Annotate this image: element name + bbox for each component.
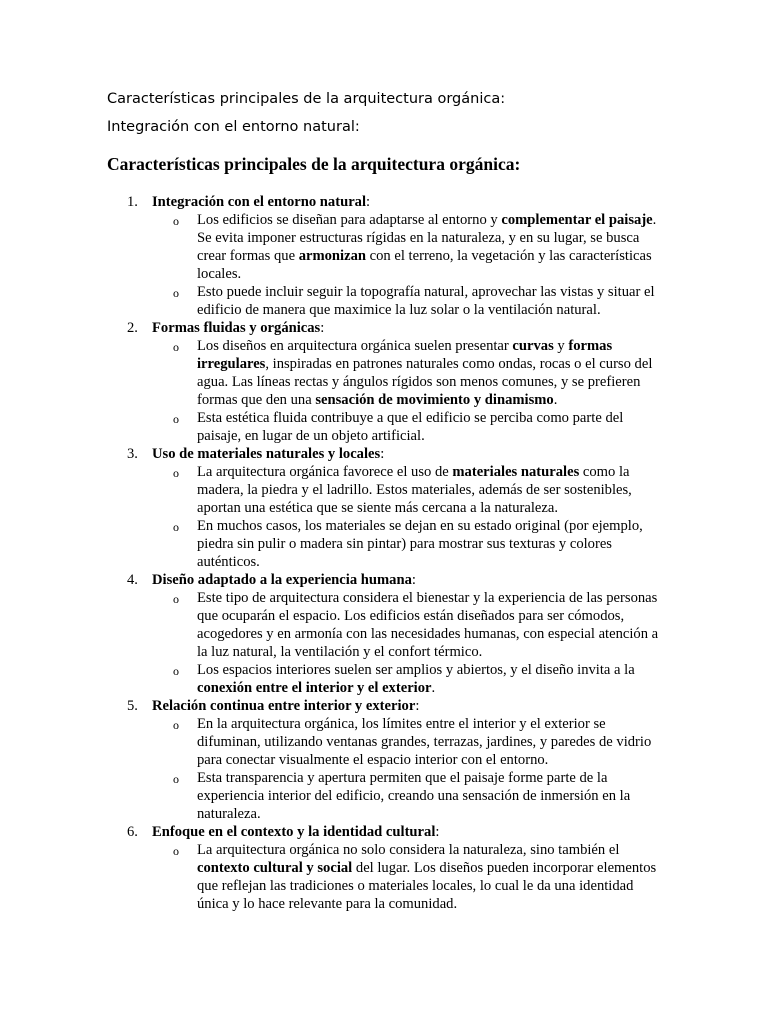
bullet-point: [152, 715, 662, 769]
circle-bullet-icon: o: [173, 592, 179, 606]
text-run: En la arquitectura orgánica, los límites entre el interior y el exterior se difuminan, utilizando ventanas grandes, terrazas, jardines, y paredes de vidrio para conectar visualmente el espacio interior con el entorno.: [197, 716, 652, 768]
bullet-point: [152, 211, 662, 283]
bullet-point: [152, 589, 662, 661]
section-item: [107, 697, 662, 823]
circle-bullet-icon: o: [173, 844, 179, 858]
bullet-point: [152, 463, 662, 517]
text-run: Los edificios se diseñan para adaptarse al entorno y: [197, 212, 502, 228]
text-run: Esta estética fluida contribuye a que el edificio se perciba como parte del paisaje, en lugar de un objeto artificial.: [197, 410, 624, 444]
bullet-list: [152, 337, 662, 445]
bullet-list: [152, 463, 662, 571]
section-number: 2.: [127, 320, 138, 336]
circle-bullet-icon: o: [173, 286, 179, 300]
section-title-line: [152, 194, 370, 210]
text-run: del lugar. Los diseños pueden incorporar elementos que reflejan las tradiciones o materiales locales, lo cual le da una identidad única y lo hace relevante para la comunidad.: [197, 860, 657, 912]
bullet-list: [152, 589, 662, 697]
text-run: Esto puede incluir seguir la topografía natural, aprovechar las vistas y situar el edificio de manera que maximice la luz solar o la ventilación natural.: [197, 284, 655, 318]
circle-bullet-icon: o: [173, 772, 179, 786]
text-run: Este tipo de arquitectura considera el bienestar y la experiencia de las personas que ocuparán el espacio. Los edificios están diseñados para ser cómodos, acogedores y en armonía con las necesidades humanas, con especial atención a la luz natural, la ventilación y el confort térmico.: [197, 590, 659, 660]
section-item: [107, 823, 662, 913]
text-run: Los espacios interiores suelen ser amplios y abiertos, y el diseño invita a la: [197, 662, 635, 678]
text-run: como la madera, la piedra y el ladrillo. Estos materiales, además de ser sostenibles, aportan una estética que se siente más cercana a la naturaleza.: [197, 464, 632, 516]
circle-bullet-icon: o: [173, 412, 179, 426]
bold-text: materiales naturales: [452, 464, 580, 480]
section-title-colon: :: [380, 446, 385, 462]
bullet-list: [152, 715, 662, 823]
text-run: En muchos casos, los materiales se dejan en su estado original (por ejemplo, piedra sin pulir o madera sin pintar) para mostrar sus texturas y colores auténticos.: [197, 518, 643, 570]
section-title-line: [152, 320, 324, 336]
section-title-colon: :: [320, 320, 325, 336]
section-title-colon: :: [415, 698, 420, 714]
section-title: Enfoque en el contexto y la identidad cultural: [152, 824, 436, 840]
text-run: La arquitectura orgánica no solo considera la naturaleza, sino también el: [197, 842, 620, 858]
section-title: Formas fluidas y orgánicas: [152, 320, 321, 336]
section-number: 1.: [127, 194, 138, 210]
circle-bullet-icon: o: [173, 466, 179, 480]
bold-text: armonizan: [298, 248, 366, 264]
section-title: Integración con el entorno natural: [152, 194, 367, 210]
text-run: .: [553, 392, 558, 408]
section-number: 3.: [127, 446, 138, 462]
numbered-list: [107, 193, 662, 913]
plain-text-line: Integración con el entorno natural:: [107, 119, 360, 135]
bold-text: formas irregulares: [197, 338, 613, 372]
section-number: 4.: [127, 572, 138, 588]
section-title-line: [152, 698, 419, 714]
section-title: Relación continua entre interior y exterior: [152, 698, 416, 714]
section-item: [107, 319, 662, 445]
section-number: 5.: [127, 698, 138, 714]
text-run: y: [553, 338, 569, 354]
section-title: Diseño adaptado a la experiencia humana: [152, 572, 412, 588]
bullet-list: [152, 211, 662, 319]
circle-bullet-icon: o: [173, 340, 179, 354]
bold-text: curvas: [512, 338, 554, 354]
text-run: Esta transparencia y apertura permiten que el paisaje forme parte de la experiencia interior del edificio, creando una sensación de inmersión en la naturaleza.: [197, 770, 631, 822]
text-run: Los diseños en arquitectura orgánica suelen presentar: [197, 338, 513, 354]
bullet-point: [152, 661, 662, 697]
circle-bullet-icon: o: [173, 214, 179, 228]
text-run: . Se evita imponer estructuras rígidas en la naturaleza, y en su lugar, se busca crear formas que: [197, 212, 657, 264]
bold-text: contexto cultural y social: [197, 860, 353, 876]
bullet-point: [152, 769, 662, 823]
plain-text-line: Características principales de la arquitectura orgánica:: [107, 91, 506, 107]
section-item: [107, 445, 662, 571]
circle-bullet-icon: o: [173, 520, 179, 534]
section-title-colon: :: [435, 824, 440, 840]
bullet-point: [152, 517, 662, 571]
circle-bullet-icon: o: [173, 718, 179, 732]
section-title-line: [152, 446, 384, 462]
section-item: [107, 193, 662, 319]
bold-text: sensación de movimiento y dinamismo: [315, 392, 554, 408]
section-title-colon: :: [411, 572, 416, 588]
bullet-list: [152, 841, 662, 913]
bullet-point: [152, 337, 662, 409]
bullet-point: [152, 283, 662, 319]
document-heading: Características principales de la arquitectura orgánica:: [107, 154, 521, 174]
text-run: con el terreno, la vegetación y las características locales.: [197, 248, 652, 282]
section-title-colon: :: [366, 194, 371, 210]
text-run: , inspiradas en patrones naturales como ondas, rocas o el curso del agua. Las líneas rectas y ángulos rígidos son menos comunes, y se prefieren formas que den una: [197, 356, 653, 408]
circle-bullet-icon: o: [173, 664, 179, 678]
section-item: [107, 571, 662, 697]
text-run: .: [431, 680, 436, 696]
bullet-point: [152, 841, 662, 913]
section-title: Uso de materiales naturales y locales: [152, 446, 381, 462]
section-number: 6.: [127, 824, 138, 840]
bold-text: complementar el paisaje: [501, 212, 653, 228]
bullet-point: [152, 409, 662, 445]
bold-text: conexión entre el interior y el exterior: [197, 680, 432, 696]
section-title-line: [152, 824, 439, 840]
section-title-line: [152, 572, 416, 588]
text-run: La arquitectura orgánica favorece el uso de: [197, 464, 453, 480]
